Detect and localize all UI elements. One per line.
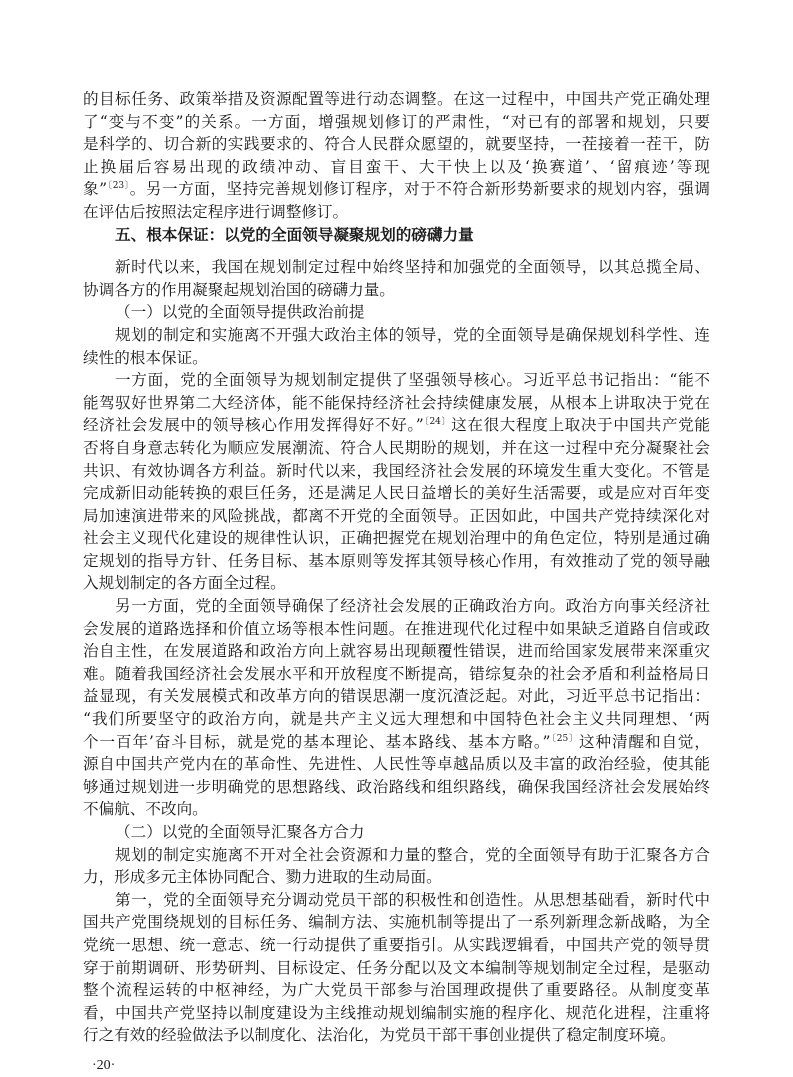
text-line: 国共产党围绕规划的目标任务、编制方法、实施机制等提出了一系列新理念新战略，为全 <box>83 913 710 932</box>
paragraph <box>83 256 710 301</box>
subsection-heading <box>83 821 710 844</box>
section-heading <box>83 224 710 247</box>
text-line: 定规划的指导方针、任务目标、基本原则等发挥其领导核心作用，有效推动了党的领导融 <box>83 551 710 570</box>
text-line: 穿于前期调研、形势研判、目标设定、任务分配以及文本编制等规划制定全过程，是驱动 <box>83 958 710 977</box>
text-line: 党统一思想、统一意志、统一行动提供了重要指引。从实践逻辑看，中国共产党的领导贯 <box>83 935 710 954</box>
text-segment: 个一百年’奋斗目标，就是党的基本理论、基本路线、基本方略。” <box>83 732 551 751</box>
text-line: 不偏航、不改向。 <box>83 800 208 819</box>
text-segment: 这在很大程度上取决于中国共产党能 <box>451 416 710 435</box>
text-line: 局加速演进带来的风险挑战，都离不开党的全面领导。正因如此，中国共产党持续深化对 <box>83 506 710 525</box>
text-line <box>83 178 710 201</box>
text-line: 共识、有效协调各方利益。新时代以来，我国经济社会发展的环境发生重大变化。不管是 <box>83 461 710 480</box>
text-line <box>83 731 710 754</box>
paragraph <box>83 369 710 595</box>
text-line: 益显现，有关发展模式和改革方向的错误思潮一度沉渣泛起。对此，习近平总书记指出： <box>83 687 710 706</box>
paragraph <box>83 595 710 821</box>
text-line: 完成新旧动能转换的艰巨任务，还是满足人民日益增长的美好生活需要，或是应对百年变 <box>83 484 710 503</box>
text-line: 规划的制定和实施离不开强大政治主体的领导，党的全面领导是确保规划科学性、连 <box>115 325 710 344</box>
paragraph <box>83 889 710 1047</box>
text-line: 治自主性，在发展道路和政治方向上就容易出现颠覆性错误，进而给国家发展带来深重灾 <box>83 642 710 661</box>
paragraph <box>83 88 710 224</box>
text-line: （一）以党的全面领导提供政治前提 <box>115 303 365 322</box>
text-line: 能驾驭好世界第二大经济体，能不能保持经济社会持续健康发展，从根本上讲取决于党在 <box>83 393 710 412</box>
citation-ref: 〔24〕 <box>423 417 452 428</box>
text-line: 的目标任务、政策举措及资源配置等进行动态调整。在这一过程中，中国共产党正确处理 <box>83 90 710 108</box>
text-line: 新时代以来，我国在规划制定过程中始终坚持和加强党的全面领导，以其总揽全局、 <box>115 258 710 277</box>
text-line: 整个流程运转的中枢神经，为广大党员干部参与治国理政提供了重要路径。从制度变革 <box>83 981 710 1000</box>
text-line: 看，中国共产党坚持以制度建设为主线推动规划编制实施的程序化、规范化进程，注重将 <box>83 1003 710 1022</box>
citation-ref: 〔25〕 <box>550 733 580 744</box>
page-number: ·20· <box>92 1058 116 1073</box>
text-line: 第一，党的全面领导充分调动党员干部的积极性和创造性。从思想基础看，新时代中 <box>115 890 710 909</box>
text-line: 在评估后按照法定程序进行调整修订。 <box>83 202 349 221</box>
text-line: 入规划制定的各方面全过程。 <box>83 574 286 593</box>
text-line: “我们所要坚守的政治方向，就是共产主义远大理想和中国特色社会主义共同理想、‘两 <box>83 710 710 729</box>
text-segment: 这种清醒和自觉， <box>579 732 710 751</box>
text-segment: 象” <box>83 180 108 199</box>
text-line: 力，形成多元主体协同配合、勠力进取的生动局面。 <box>83 868 442 887</box>
text-line: 难。随着我国经济社会发展水平和开放程度不断提高，错综复杂的社会矛盾和利益格局日 <box>83 664 710 683</box>
paragraph <box>83 324 710 369</box>
text-line: 协调各方的作用凝聚起规划治国的磅礴力量。 <box>83 280 395 299</box>
text-line <box>83 414 710 437</box>
paragraph <box>83 844 710 889</box>
citation-ref: 〔23〕 <box>107 181 130 192</box>
text-segment: 经济社会发展中的领导核心作用发挥得好不好。” <box>83 416 424 435</box>
text-line: 行之有效的经验做法予以制度化、法治化，为党员干部干事创业提供了稳定制度环境。 <box>83 1026 676 1045</box>
text-line: 止换届后容易出现的政绩冲动、盲目蛮干、大干快上以及‘换赛道’、‘留痕迹’等现 <box>83 157 710 176</box>
text-line: 另一方面，党的全面领导确保了经济社会发展的正确政治方向。政治方向事关经济社 <box>115 597 710 616</box>
text-line: 社会主义现代化建设的规律性认识，正确把握党在规划治理中的角色定位，特别是通过确 <box>83 529 710 548</box>
text-segment: 。另一方面，坚持完善规划修订程序，对于不符合新形势新要求的规划内容，强调 <box>129 180 710 199</box>
text-line: 续性的根本保证。 <box>83 348 208 367</box>
text-line: 五、根本保证：以党的全面领导凝聚规划的磅礴力量 <box>115 225 474 244</box>
text-line: 够通过规划进一步明确党的思想路线、政治路线和组织路线，确保我国经济社会发展始终 <box>83 777 710 796</box>
text-line: 一方面，党的全面领导为规划制定提供了坚强领导核心。习近平总书记指出：“能不 <box>115 371 710 390</box>
text-line: 否将自身意志转化为顺应发展潮流、符合人民期盼的规划，并在这一过程中充分凝聚社会 <box>83 438 710 457</box>
text-line: 是科学的、切合新的实践要求的、符合人民群众愿望的，就要坚持，一茬接着一茬干，防 <box>83 135 710 154</box>
text-line: 会发展的道路选择和价值立场等根本性问题。在推进现代化过程中如果缺乏道路自信或政 <box>83 619 710 638</box>
subsection-heading <box>83 301 710 324</box>
document-body <box>83 88 710 1047</box>
text-line: 规划的制定实施离不开对全社会资源和力量的整合，党的全面领导有助于汇聚各方合 <box>115 845 710 864</box>
text-line: （二）以党的全面领导汇聚各方合力 <box>115 823 365 841</box>
text-line: 源自中国共产党内在的革命性、先进性、人民性等卓越品质以及丰富的政治经验，使其能 <box>83 755 710 774</box>
text-line: 了“变与不变”的关系。一方面，增强规划修订的严肃性，“对已有的部署和规划，只要 <box>83 112 710 131</box>
